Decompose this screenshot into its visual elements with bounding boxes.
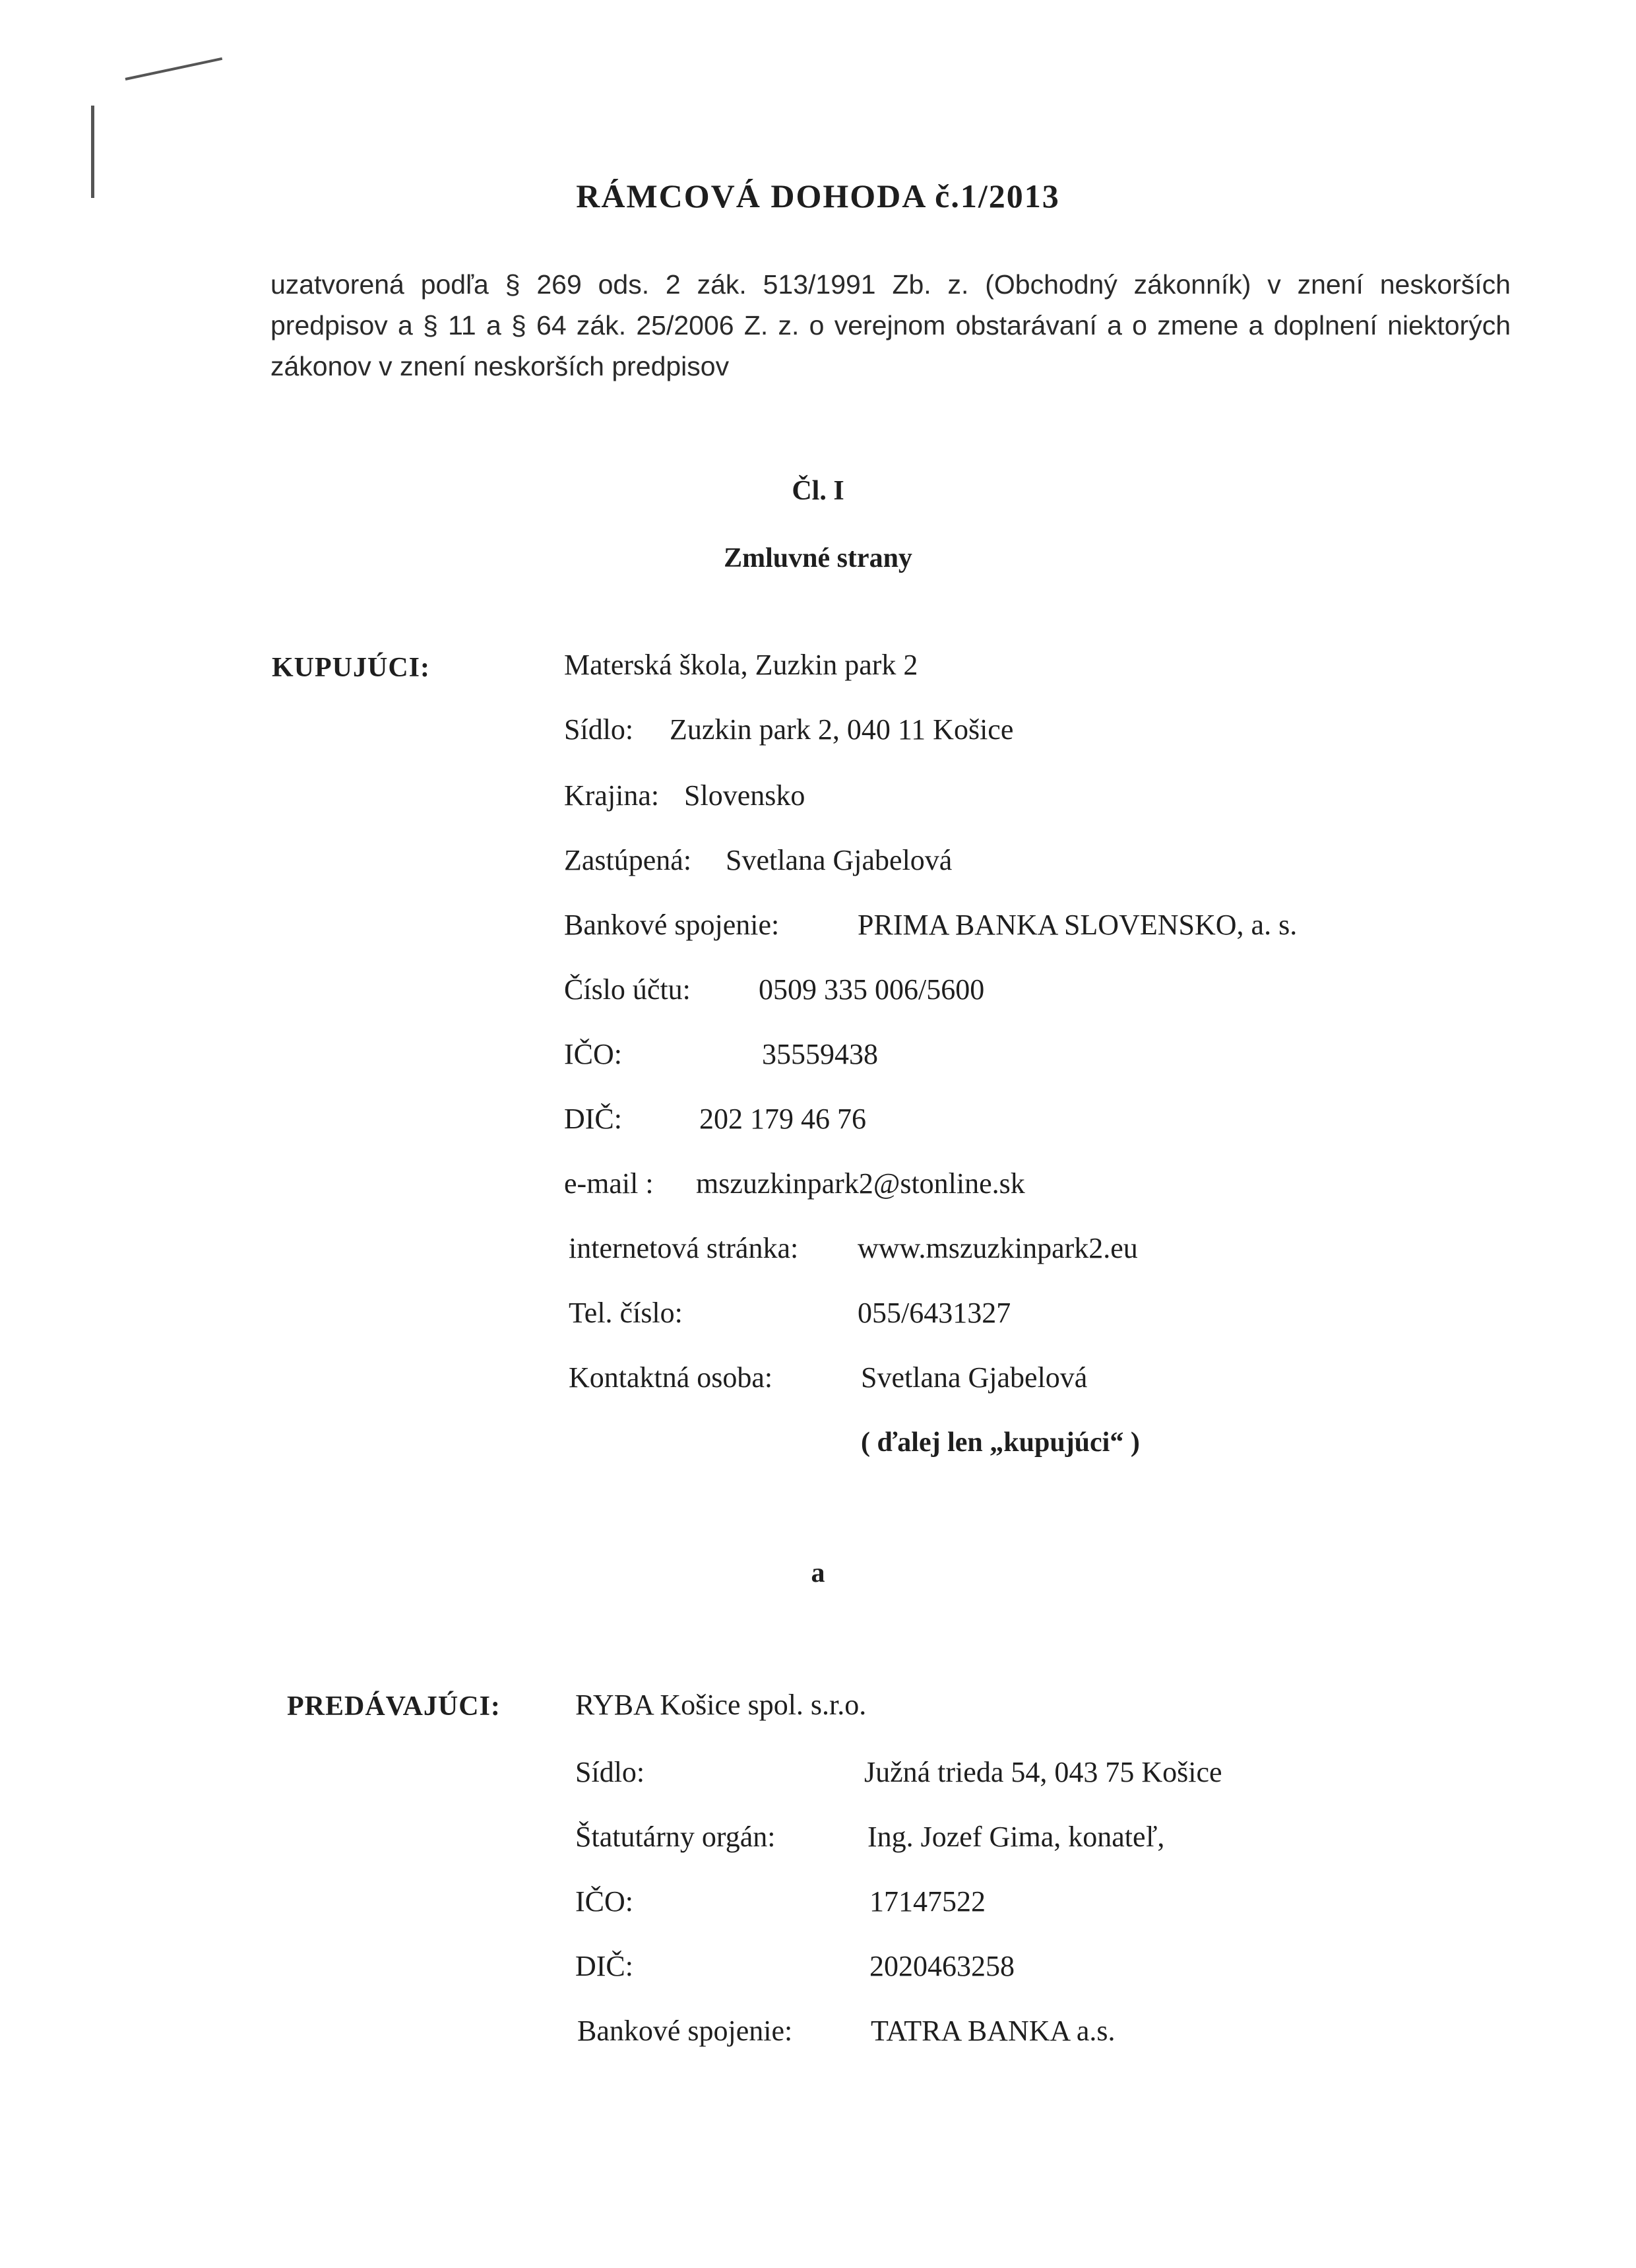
seller-name: RYBA Košice spol. s.r.o. — [575, 1689, 867, 1721]
intro-paragraph: uzatvorená podľa § 269 ods. 2 zák. 513/1991 Zb. z. (Obchodný zákonník) v znení neskorších predpisov a § 11 a § 64 zák. 25/2006 Z. z. o verejnom obstarávaní a o zmene a doplnení niektorých zákonov v znení neskorších predpisov — [270, 269, 1511, 381]
seller-field-label: Sídlo: — [575, 1756, 645, 1788]
article-number: Čl. I — [792, 476, 844, 506]
conjunction: a — [811, 1558, 825, 1588]
scan-mark-diagonal — [125, 57, 223, 81]
buyer-field-label: Sídlo: — [564, 713, 634, 746]
seller-field-value: Južná trieda 54, 043 75 Košice — [864, 1756, 1222, 1788]
seller-field-label: DIČ: — [575, 1950, 633, 1982]
buyer-field-label: Kontaktná osoba: — [569, 1361, 773, 1394]
seller-field-label: Štatutárny orgán: — [575, 1821, 776, 1853]
buyer-field-label: Zastúpená: — [564, 844, 692, 876]
buyer-field-value: mszuzkinpark2@stonline.sk — [696, 1167, 1025, 1200]
buyer-field-value: PRIMA BANKA SLOVENSKO, a. s. — [858, 909, 1298, 941]
buyer-alias: ( ďalej len „kupujúci“ ) — [861, 1427, 1140, 1458]
seller-field-value: TATRA BANKA a.s. — [871, 2015, 1116, 2047]
buyer-field-value: Svetlana Gjabelová — [861, 1361, 1088, 1394]
buyer-field-label: Krajina: — [564, 779, 660, 812]
buyer-field-value: 055/6431327 — [858, 1297, 1011, 1329]
buyer-field-value: 0509 335 006/5600 — [759, 973, 985, 1006]
buyer-field-value: Svetlana Gjabelová — [726, 844, 953, 876]
seller-label: PREDÁVAJÚCI: — [287, 1691, 501, 1722]
buyer-field-label: internetová stránka: — [569, 1232, 799, 1264]
buyer-field-label: Číslo účtu: — [564, 973, 691, 1006]
seller-field-label: IČO: — [575, 1885, 633, 1918]
buyer-field-label: Bankové spojenie: — [564, 909, 780, 941]
buyer-field-value: www.mszuzkinpark2.eu — [858, 1232, 1138, 1264]
document-title: RÁMCOVÁ DOHODA č.1/2013 — [576, 178, 1060, 214]
buyer-name: Materská škola, Zuzkin park 2 — [564, 649, 918, 681]
buyer-field-label: Tel. číslo: — [569, 1297, 683, 1329]
seller-field-value: Ing. Jozef Gima, konateľ, — [867, 1821, 1165, 1853]
buyer-field-value: Slovensko — [684, 779, 805, 812]
seller-field-value: 17147522 — [869, 1885, 986, 1918]
buyer-field-label: e-mail : — [564, 1167, 654, 1200]
buyer-field-value: Zuzkin park 2, 040 11 Košice — [670, 713, 1014, 746]
seller-field-label: Bankové spojenie: — [577, 2015, 793, 2047]
seller-field-value: 2020463258 — [869, 1950, 1015, 1982]
buyer-field-value: 202 179 46 76 — [699, 1103, 866, 1135]
buyer-field-label: IČO: — [564, 1038, 622, 1070]
buyer-field-value: 35559438 — [762, 1038, 878, 1070]
buyer-field-label: DIČ: — [564, 1103, 622, 1135]
buyer-label: KUPUJÚCI: — [272, 653, 430, 683]
article-heading: Zmluvné strany — [724, 543, 912, 573]
